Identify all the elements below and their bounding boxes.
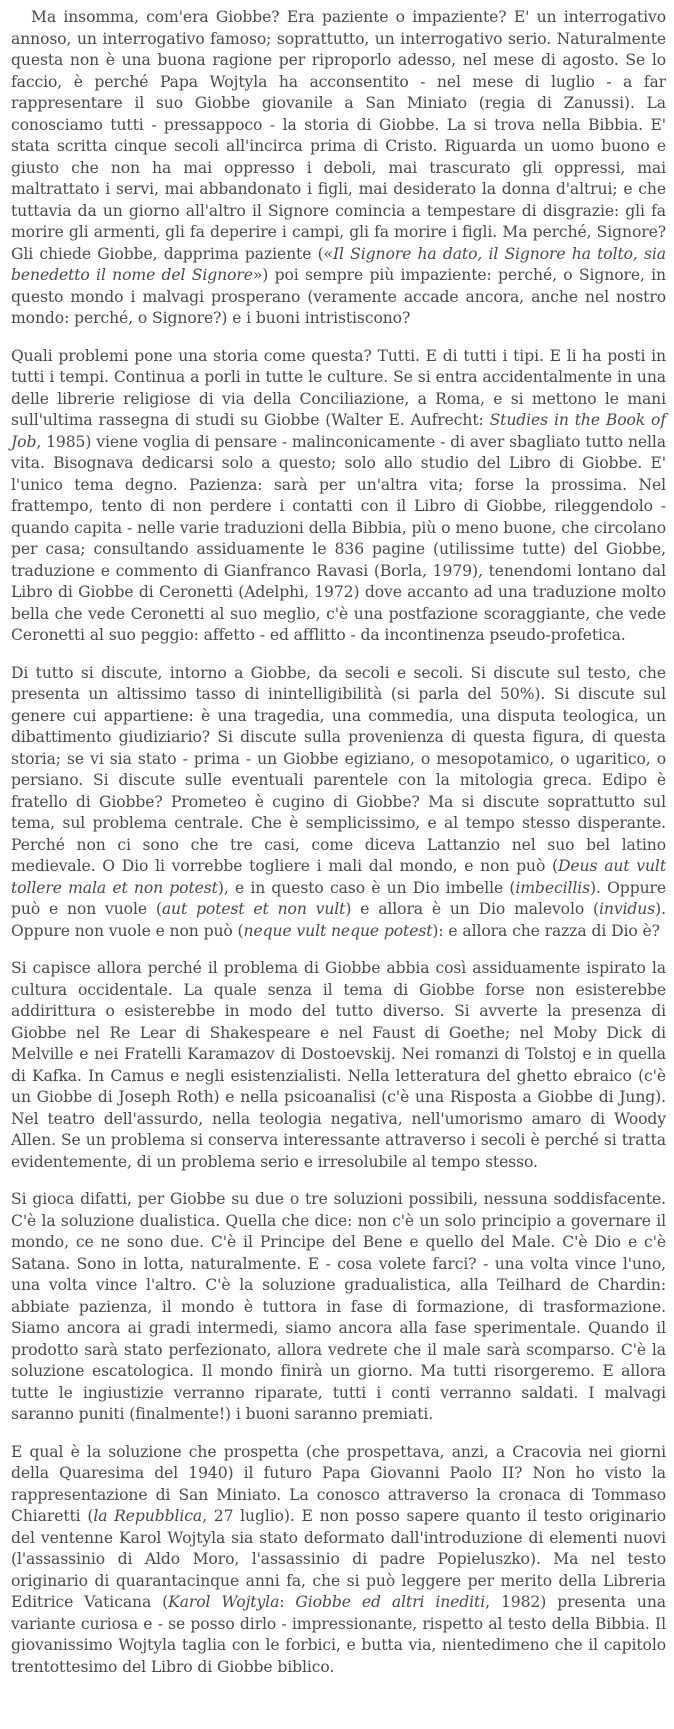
italic-text: neque vult neque potest — [243, 921, 433, 940]
text-run: ): e allora che razza di Dio è? — [432, 921, 660, 940]
paragraph-2 — [11, 346, 666, 647]
text-run: E qual è la soluzione che prospetta (che prospettava, anzi, a Cracovia nei giorni della Quaresima del 1940) il futuro Papa Giovanni Paolo II? Non ho visto la rappresentazione di San Miniato. La conosco attraverso la cronaca di Tommaso Chiaretti ( — [11, 1442, 666, 1525]
text-run: : — [279, 1593, 296, 1611]
paragraph-6 — [11, 1442, 666, 1679]
text-run: Quali problemi pone una storia come questa? Tutti. E di tutti i tipi. E li ha posti in tutti i tempi. Continua a porli in tutte le culture. Se si entra accidentalmente in una delle librerie religiose di via della Conciliazione, a Roma, e si mettono le mani sull'ultima rassegna di studi su Giobbe (Walter E. Aufrecht: — [11, 346, 666, 429]
text-run: ) e allora è un Dio malevolo ( — [345, 900, 599, 918]
italic-text: Il Signore ha dato, il Signore ha tolto, sia benedetto il nome del Signore — [11, 244, 666, 284]
text-run: ») poi sempre più impaziente: perché, o Signore, in questo mondo i malvagi prosperano (veramente accade ancora, anche nel nostro mondo: perché, o Signore?) e i buoni intristiscono? — [11, 266, 666, 327]
text-run: Di tutto si discute, intorno a Giobbe, da secoli e secoli. Si discute sul testo, che presenta un altissimo tasso di inintelligibilità (si parla del 50%). Si discute sul genere cui appartiene: è una tragedia, una commedia, una disputa teologica, un dibattimento giudiziario? Si discute sulla provenienza di questa figura, di questa storia; se vi sia stato - prima - un Giobbe egiziano, o mesopotamico, o ugaritico, o persiano. Si discute sulle eventuali parentele con la mitologia greca. Edipo è fratello di Giobbe? Prometeo è cugino di Giobbe? Ma si discute soprattutto sul tema, sul problema centrale. Che è semplicissimo, e al tempo stesso disperante. Perché non ci sono che tre casi, come diceva Lattanzio nel suo bel latino medievale. O Dio li vorrebbe togliere i mali dal mondo, e non può ( — [11, 663, 666, 875]
italic-text: Giobbe ed altri inediti — [295, 1593, 486, 1611]
italic-text: invidus — [599, 900, 656, 918]
text-run: Si gioca difatti, per Giobbe su due o tre soluzioni possibili, nessuna soddisfacente. C'è la soluzione dualistica. Quella che dice: non c'è un solo principio a governare il mondo, ce ne sono due. C'è il Principe del Bene e quello del Male. C'è Dio e c'è Satana. Sono in lotta, naturalmente. E - cosa volete farci? - una volta vince l'uno, una volta vince l'altro. C'è la soluzione gradualistica, alla Teilhard de Chardin: abbiate pazienza, il mondo è tuttora in fase di formazione, di trasformazione. Siamo ancora ai gradi intermedi, siamo ancora alla fase sperimentale. Quando il prodotto sarà stato perfezionato, allora vedrete che il male sarà scomparso. C'è la soluzione escatologica. Il mondo finirà un giorno. Ma tutti risorgeremo. E allora tutte le ingiustizie verranno riparate, tutti i conti verranno saldati. I malvagi saranno puniti (finalmente!) i buoni saranno premiati. — [11, 1190, 666, 1423]
italic-text: Deus aut vult tollere mala et non potest — [11, 857, 666, 897]
text-run: ). Oppure può e non vuole ( — [11, 878, 667, 918]
paragraph-1 — [11, 7, 666, 330]
text-run: Ma insomma, com'era Giobbe? Era paziente o impaziente? E' un interrogativo annoso, un interrogativo famoso; soprattutto, un interrogativo serio. Naturalmente questa non è una buona ragione per riproporlo adesso, nel mese di agosto. Se lo faccio, è perché Papa Wojtyla ha acconsentito - nel mese di luglio - a far rappresentare il suo Giobbe giovanile a San Miniato (regia di Zanussi). La conosciamo tutti - pressappoco - la storia di Giobbe. La si trova nella Bibbia. E' stata scritta cinque secoli all'incirca prima di Cristo. Riguarda un uomo buono e giusto che non ha mai oppresso i deboli, mai trascurato gli oppressi, mai maltrattato i servi, mai abbandonato i figli, mai desiderato la donna d'altrui; e che tuttavia da un giorno all'altro il Signore comincia a tempestare di disgrazie: gli fa morire gli armenti, gli fa deperire i campi, gli fa morire i figli. Ma perché, Signore? Gli chiede Giobbe, dapprima paziente (« — [11, 8, 666, 263]
text-run: , 1985) viene voglia di pensare - malinconicamente - di aver sbagliato tutto nella vita. Bisognava dedicarsi solo a questo; solo allo studio del Libro di Giobbe. E' l'unico tema degno. Pazienza: sarà per un'altra vita; forse la prossima. Nel frattempo, tento di non perdere i contatti con il Libro di Giobbe, rileggendolo - quando capita - nelle varie traduzioni della Bibbia, più o meno buone, che circolano per casa; consultando assiduamente le 836 pagine (utilissime tutte) del Giobbe, traduzione e commento di Gianfranco Ravasi (Borla, 1979), tenendomi lontano dal Libro di Giobbe di Ceronetti (Adelphi, 1972) dove accanto ad una traduzione molto bella che vede Ceronetti al suo meglio, c'è una postfazione scoraggiante, che vede Ceronetti al suo peggio: affetto - ed afflitto - da incontinenza pseudo-profetica. — [11, 432, 666, 644]
text-run: ), e in questo caso è un Dio imbelle ( — [217, 878, 516, 897]
text-run: , 27 luglio). E non posso sapere quanto il testo originario del ventenne Karol Wojtyla sia stato deformato dall'introduzione di elementi nuovi (l'assassinio di Aldo Moro, l'assassinio di padre Popieluszko). Ma nel testo originario di quarantacinque anni fa, che si può leggere per merito della Libreria Editrice Vaticana ( — [11, 1507, 666, 1611]
paragraph-3 — [11, 663, 666, 943]
italic-text: la Repubblica — [93, 1507, 203, 1525]
paragraph-4 — [11, 958, 666, 1173]
italic-text: Studies in the Book of Job — [11, 411, 666, 451]
text-run: Si capisce allora perché il problema di Giobbe abbia così assiduamente ispirato la cultura occidentale. La quale senza il tema di Giobbe forse non esisterebbe addirittura o esisterebbe in modo del tutto diverso. Si avverte la presenza di Giobbe nel Re Lear di Shakespeare e nel Faust di Goethe; nel Moby Dick di Melville e nei Fratelli Karamazov di Dostoevskij. Nei romanzi di Tolstoj e in quella di Kafka. In Camus e negli esistenzialisti. Nella letteratura del ghetto ebraico (c'è un Giobbe di Joseph Roth) e nella psicoanalisi (c'è una Risposta a Giobbe di Jung). Nel teatro dell'assurdo, nella teologia negativa, nell'umorismo amaro di Woody Allen. Se un problema si conserva interessante attraverso i secoli è perché si tratta evidentemente, di un problema serio e irresolubile al tempo stesso. — [11, 959, 666, 1171]
text-run: , 1982) presenta una variante curiosa e - se posso dirlo - impressionante, rispetto al testo della Bibbia. Il giovanissimo Wojtyla taglia con le forbici, e butta via, nientedimeno che il capitolo trentottesimo del Libro di Giobbe biblico. — [11, 1593, 666, 1676]
italic-text: imbecillis — [515, 878, 591, 897]
italic-text: aut potest et non vult — [161, 900, 346, 918]
paragraph-5 — [11, 1189, 666, 1426]
italic-text: Karol Wojtyla — [168, 1593, 280, 1611]
text-run: ). Oppure non vuole e non può ( — [11, 900, 666, 940]
